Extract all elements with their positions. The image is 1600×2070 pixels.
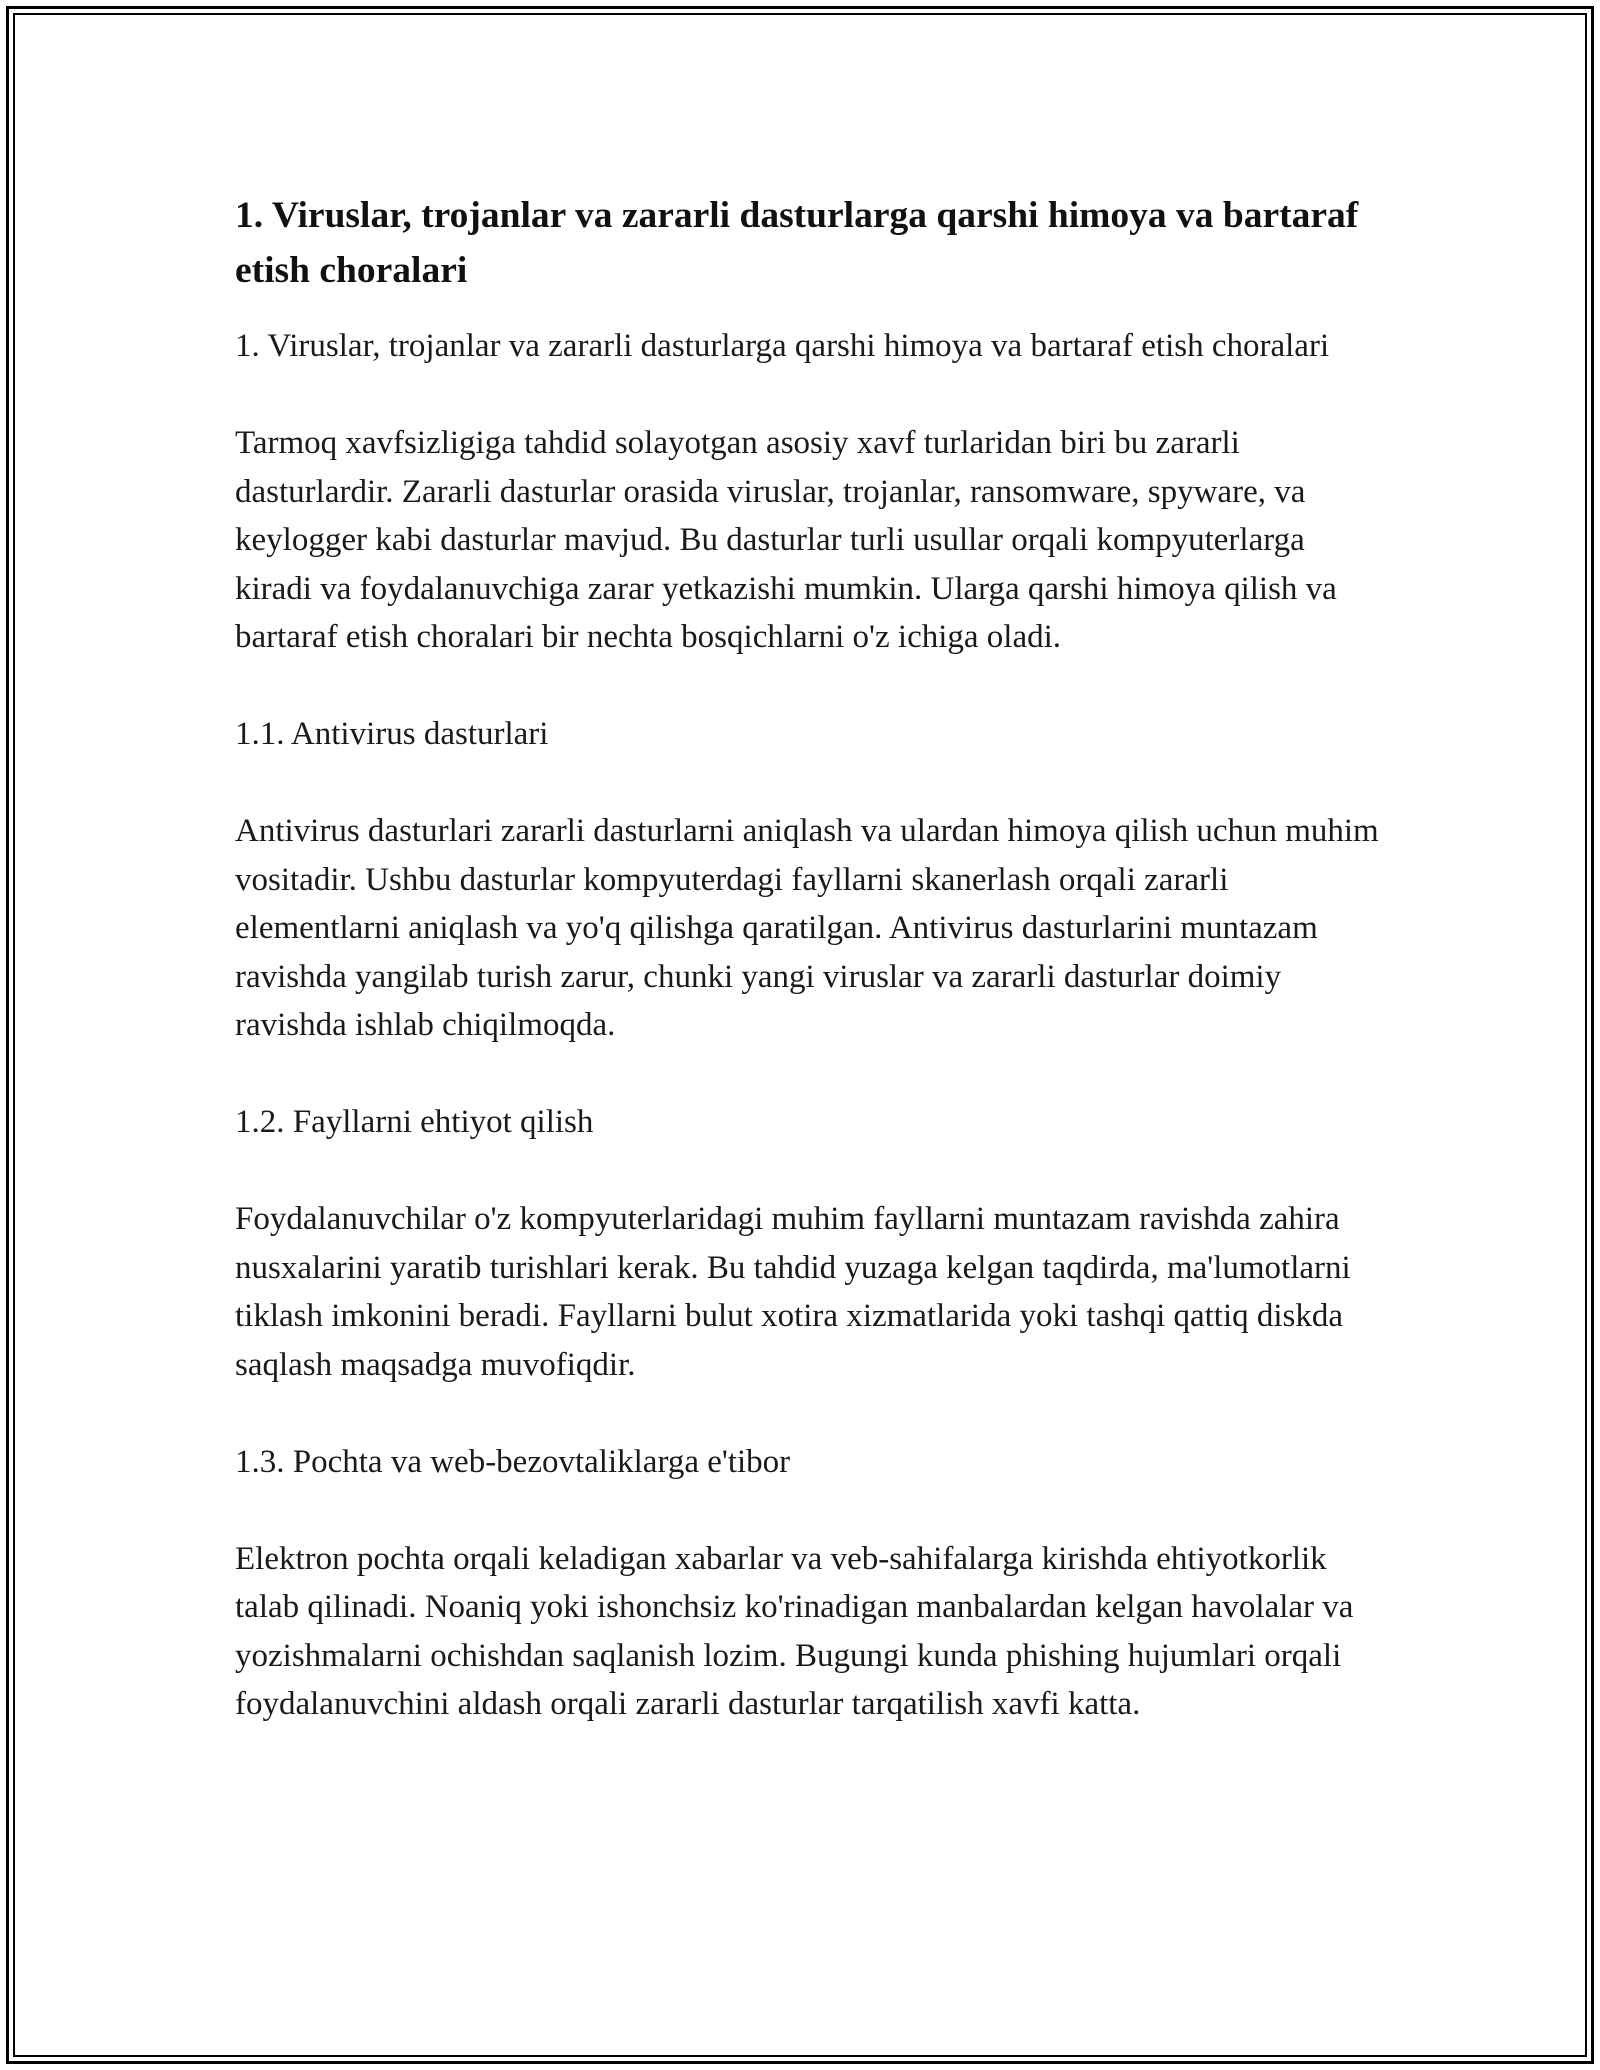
section-heading-antivirus: 1.1. Antivirus dasturlari [235, 716, 549, 752]
document-title: 1. Viruslar, trojanlar va zararli dasturlarga qarshi himoya va bartaraf etish choralari [235, 195, 1359, 291]
paragraph-spacer [235, 1389, 1380, 1438]
paragraph-spacer [235, 1486, 1380, 1535]
section-heading-backup: 1.2. Fayllarni ehtiyot qilish [235, 1104, 594, 1140]
paragraph-spacer [235, 1147, 1380, 1196]
email-web-paragraph: Elektron pochta orqali keladigan xabarlar va veb-sahifalarga kirishda ehtiyotkorlik talab qilinadi. Noaniq yoki ishonchsiz ko'rinadigan manbalardan kelgan havolalar va yozishmalarni ochishdan saqlanish lozim. Bugungi kunda phishing hujumlari orqali foydalanuvchini aldash orqali zararli dasturlar tarqatilish xavfi katta. [235, 1540, 1354, 1722]
antivirus-paragraph: Antivirus dasturlari zararli dasturlarni aniqlash va ulardan himoya qilish uchun muhim vositadir. Ushbu dasturlar kompyuterdagi fayllarni skanerlash orqali zararli elementlarni aniqlash va yo'q qilishga qaratilgan. Antivirus dasturlarini muntazam ravishda yangilab turish zarur, chunki yangi viruslar va zararli dasturlar doimiy ravishda ishlab chiqilmoqda. [235, 813, 1379, 1043]
paragraph-spacer [235, 371, 1380, 420]
intro-heading-paragraph: 1. Viruslar, trojanlar va zararli dasturlarga qarshi himoya va bartaraf etish choralari [235, 328, 1330, 364]
document-body [235, 188, 1380, 1729]
paragraph-spacer [235, 1050, 1380, 1099]
paragraph-spacer [235, 662, 1380, 711]
intro-paragraph: Tarmoq xavfsizligiga tahdid solayotgan asosiy xavf turlaridan biri bu zararli dasturlardir. Zararli dasturlar orasida viruslar, trojanlar, ransomware, spyware, va keylogger kabi dasturlar mavjud. Bu dasturlar turli usullar orqali kompyuterlarga kiradi va foydalanuvchiga zarar yetkazishi mumkin. Ularga qarshi himoya qilish va bartaraf etish choralari bir nechta bosqichlarni o'z ichiga oladi. [235, 425, 1337, 655]
section-heading-email-web: 1.3. Pochta va web-bezovtaliklarga e'tibor [235, 1443, 791, 1480]
paragraph-spacer [235, 759, 1380, 808]
backup-paragraph: Foydalanuvchilar o'z kompyuterlaridagi muhim fayllarni muntazam ravishda zahira nusxalarini yaratib turishlari kerak. Bu tahdid yuzaga kelgan taqdirda, ma'lumotlarni tiklash imkonini beradi. Fayllarni bulut xotira xizmatlarida yoki tashqi qattiq diskda saqlash maqsadga muvofiqdir. [235, 1201, 1351, 1383]
